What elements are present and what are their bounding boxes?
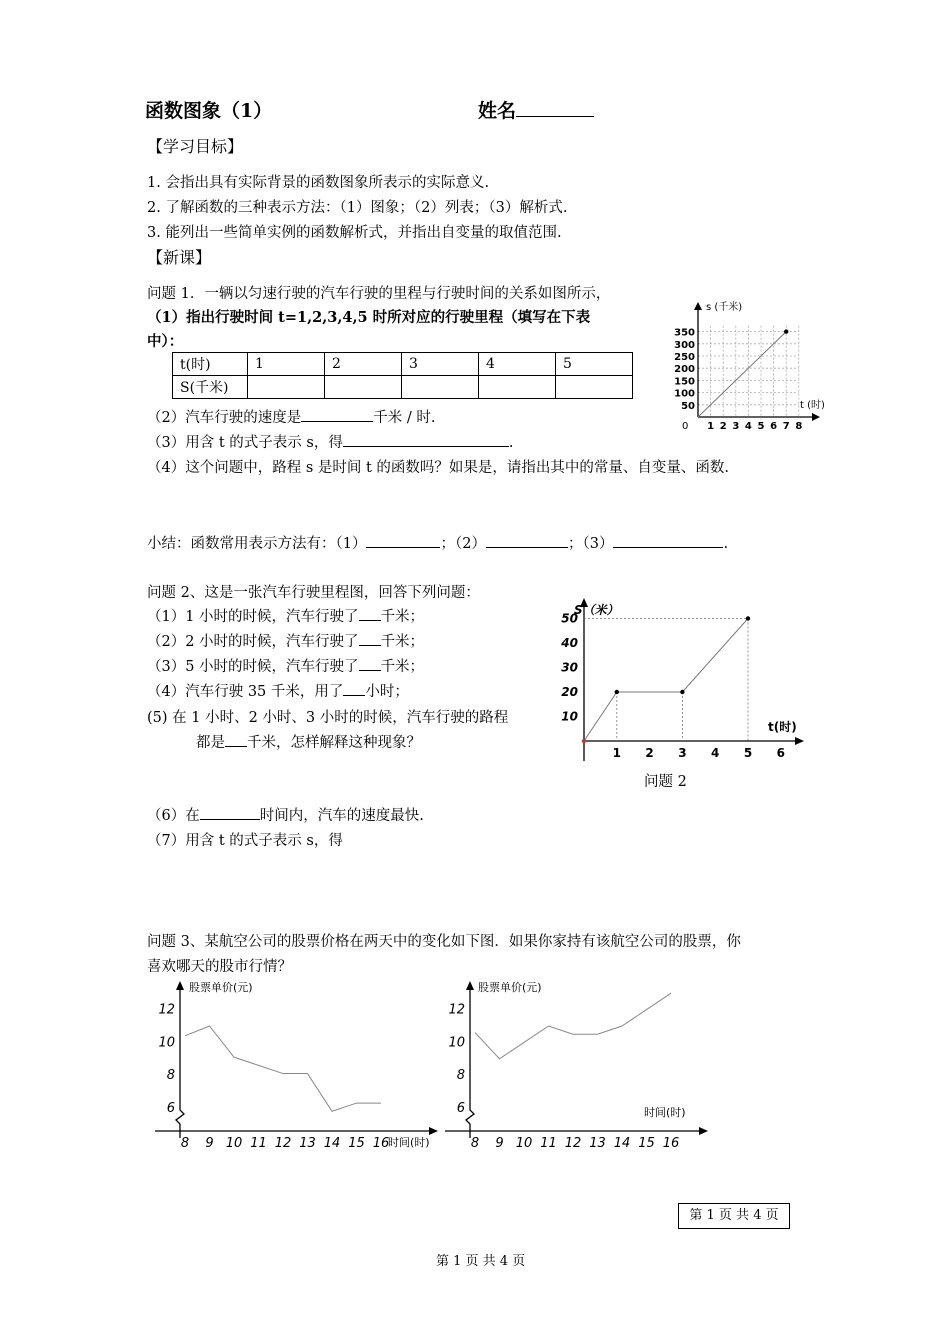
chart4-x-tick-label: 14 xyxy=(613,1136,631,1151)
chart2-series xyxy=(582,616,750,743)
table-col-4: 4 xyxy=(479,353,556,376)
q2-item-2 xyxy=(147,630,424,651)
chart4-x-ticks xyxy=(471,1136,679,1151)
summary-blank-1[interactable] xyxy=(366,533,440,548)
q2-item-1 xyxy=(147,605,424,626)
chart1-y-tick-label: 350 xyxy=(674,327,695,339)
chart-mileage xyxy=(550,593,810,763)
chart1-x-tick-label: 6 xyxy=(770,421,778,432)
chart2-y-tick-label: 30 xyxy=(561,660,578,675)
name-label-text: 姓名 xyxy=(478,100,517,122)
table-cell-blank[interactable] xyxy=(479,376,556,399)
table-cell-blank[interactable] xyxy=(556,376,633,399)
q1-part1-line2: 中）： xyxy=(147,333,184,350)
q1-part3-end: . xyxy=(508,435,514,451)
q2-item-6-text: （6）在 xyxy=(147,808,200,824)
chart1-x-tick-label: 5 xyxy=(757,421,765,432)
chart2-series-line xyxy=(584,619,748,742)
q3-line1: 问题 3、某航空公司的股票价格在两天中的变化如下图．如果你家持有该航空公司的股票，你 xyxy=(147,934,741,950)
q2-item-4-unit: 小时； xyxy=(365,684,409,700)
chart4-y-label: 股票单价(元) xyxy=(478,981,542,994)
summary-sep-2: ；（2） xyxy=(440,536,486,552)
chart3-y-tick-label: 10 xyxy=(158,1035,175,1051)
chart3-series xyxy=(185,1026,381,1111)
chart4-x-tick-label: 12 xyxy=(564,1136,582,1151)
summary-blank-3[interactable] xyxy=(613,533,723,548)
chart2-data-point xyxy=(680,690,684,694)
chart3-x-tick-label: 15 xyxy=(348,1136,365,1151)
q1-part3 xyxy=(147,431,513,452)
chart3-y-arrow-icon xyxy=(176,981,184,990)
chart1-y-tick-label: 100 xyxy=(674,388,695,400)
chart2-x-ticks xyxy=(613,746,785,760)
chart4-x-tick-label: 8 xyxy=(470,1136,480,1151)
new-lesson-heading: 【新课】 xyxy=(147,248,212,267)
chart1-x-tick-label: 4 xyxy=(744,421,752,432)
chart2-y-tick-label: 40 xyxy=(561,636,578,650)
chart3-x-tick-label: 8 xyxy=(180,1136,190,1151)
q2-blank-4[interactable] xyxy=(343,681,365,696)
chart1-x-tick-label: 7 xyxy=(782,421,790,432)
chart1-x-tick-label: 1 xyxy=(707,421,715,432)
q2-item-5-line1: (5) 在 1 小时、2 小时、3 小时的时候，汽车行驶的路程 xyxy=(147,710,509,726)
chart1-x-tick-label: 2 xyxy=(719,421,727,432)
q2-blank-3[interactable] xyxy=(359,656,381,671)
chart2-y-ticks xyxy=(560,612,578,724)
q2-item-6 xyxy=(147,804,424,825)
chart4-x-tick-label: 10 xyxy=(515,1136,533,1151)
chart3-x-ticks xyxy=(181,1136,389,1151)
chart2-x-label: t(时) xyxy=(768,720,797,734)
chart2-caption: 问题 2 xyxy=(644,774,687,790)
chart2-data-point xyxy=(746,616,750,620)
chart1-origin: 0 xyxy=(682,421,689,432)
name-blank[interactable] xyxy=(516,98,594,117)
chart-stock-day1 xyxy=(150,978,450,1156)
q2-item-2-unit: 千米； xyxy=(380,634,425,650)
chart3-x-tick-label: 13 xyxy=(299,1136,316,1151)
chart1-y-tick-label: 250 xyxy=(674,352,695,363)
chart3-y-ticks xyxy=(158,1003,175,1116)
table-cell-blank[interactable] xyxy=(248,376,325,399)
chart1-y-tick-label: 50 xyxy=(681,400,695,412)
q2-item-5-rest: 千米，怎样解释这种现象？ xyxy=(247,735,421,751)
chart3-y-label: 股票单价(元) xyxy=(189,981,253,994)
q1-part2-unit: 千米 / 时. xyxy=(373,410,436,426)
chart4-y-ticks xyxy=(448,1003,465,1116)
chart4-x-arrow-icon xyxy=(699,1127,708,1135)
chart-stock-day2 xyxy=(440,978,720,1156)
chart4-y-tick-label: 6 xyxy=(456,1101,465,1116)
chart2-x-tick-label: 2 xyxy=(645,746,654,760)
chart4-x-tick-label: 16 xyxy=(662,1136,680,1151)
chart1-grid xyxy=(698,326,799,417)
chart2-y-tick-label: 50 xyxy=(561,611,578,626)
table-col-1: 1 xyxy=(248,353,325,376)
q2-item-3-unit: 千米； xyxy=(380,659,425,675)
q1-part3-text: （3）用含 t 的式子表示 s，得 xyxy=(147,435,343,451)
chart3-x-tick-label: 9 xyxy=(205,1136,214,1151)
chart3-y-tick-label: 8 xyxy=(166,1068,175,1084)
goal-item-2: 2. 了解函数的三种表示方法：（1）图象；（2）列表；（3）解析式. xyxy=(147,200,568,216)
chart1-y-arrow-icon xyxy=(694,302,702,310)
chart3-x-tick-label: 14 xyxy=(323,1136,341,1151)
chart2-y-tick-label: 10 xyxy=(561,709,578,724)
chart1-data-point xyxy=(784,329,788,333)
summary-end: . xyxy=(723,536,729,552)
page-number-footer: 第 1 页 共 4 页 xyxy=(436,1254,526,1269)
table-row xyxy=(173,353,633,376)
q1-part2-text: （2）汽车行驶的速度是 xyxy=(147,410,302,426)
chart3-x-label: 时间(时) xyxy=(388,1136,430,1149)
chart4-x-tick-label: 11 xyxy=(540,1136,557,1151)
table-col-3: 3 xyxy=(402,353,479,376)
name-label xyxy=(478,96,594,123)
q1-part2 xyxy=(147,406,435,427)
chart2-x-tick-label: 5 xyxy=(743,746,753,760)
chart1-y-tick-label: 300 xyxy=(674,339,695,351)
chart4-x-tick-label: 9 xyxy=(495,1136,504,1151)
summary-sep-3: ；（3） xyxy=(567,536,614,552)
q2-item-3 xyxy=(147,655,424,676)
table-header-s: S(千米) xyxy=(173,376,248,399)
chart3-x-arrow-icon xyxy=(429,1127,438,1135)
q2-blank-5[interactable] xyxy=(225,732,247,747)
chart1-series xyxy=(698,329,788,417)
chart1-x-tick-label: 3 xyxy=(732,421,740,432)
table-col-2: 2 xyxy=(325,353,402,376)
chart2-y-tick-label: 20 xyxy=(561,685,578,699)
chart3-y-tick-label: 12 xyxy=(158,1002,175,1018)
q2-item-5-line2 xyxy=(196,731,421,752)
chart4-y-axis xyxy=(466,988,474,1138)
q2-blank-6[interactable] xyxy=(200,805,260,820)
summary-blank-2[interactable] xyxy=(486,533,568,548)
chart2-x-arrow-icon xyxy=(795,737,804,745)
chart1-x-label: t (时) xyxy=(800,400,825,411)
chart3-y-axis xyxy=(176,988,184,1138)
chart2-x-tick-label: 3 xyxy=(678,746,687,760)
chart3-x-tick-label: 10 xyxy=(225,1136,243,1151)
q3-line2: 喜欢哪天的股市行情？ xyxy=(147,959,292,975)
chart2-x-tick-label: 6 xyxy=(776,746,785,760)
chart4-x-tick-label: 15 xyxy=(638,1136,655,1151)
summary-line xyxy=(147,532,728,553)
q1-intro: 问题 1．一辆以匀速行驶的汽车行驶的里程与行驶时间的关系如图所示， xyxy=(147,286,611,302)
q2-item-4 xyxy=(147,680,409,701)
goal-item-1: 1. 会指出具有实际背景的函数图象所表示的实际意义. xyxy=(147,175,490,191)
goal-item-3: 3. 能列出一些简单实例的函数解析式，并指出自变量的取值范围. xyxy=(147,225,562,241)
q1-part4: （4）这个问题中，路程 s 是时间 t 的函数吗？如果是，请指出其中的常量、自变量、函数. xyxy=(147,460,730,476)
formula-blank[interactable] xyxy=(343,432,509,447)
worksheet-title: 函数图象（1） xyxy=(145,100,273,122)
chart4-series-line xyxy=(475,993,671,1059)
q2-item-5-text: 都是 xyxy=(196,735,225,751)
chart3-x-tick-label: 16 xyxy=(372,1136,390,1151)
chart4-y-arrow-icon xyxy=(466,981,474,990)
q2-item-3-text: （3）5 小时的时候，汽车行驶了 xyxy=(147,659,359,675)
speed-blank[interactable] xyxy=(301,407,373,422)
table-cell-blank[interactable] xyxy=(325,376,402,399)
q2-intro: 问题 2、这是一张汽车行驶里程图，回答下列问题： xyxy=(147,585,480,601)
chart1-y-ticks xyxy=(674,328,695,412)
chart2-x-tick-label: 1 xyxy=(612,746,621,760)
goals-heading: 【学习目标】 xyxy=(147,137,244,156)
chart3-x-tick-label: 12 xyxy=(274,1136,292,1151)
table-header-t: t(时) xyxy=(173,353,248,376)
chart2-y-label: S（米） xyxy=(574,603,619,617)
chart2-data-point xyxy=(582,739,586,743)
chart4-y-tick-label: 8 xyxy=(456,1068,465,1084)
summary-label: 小结：函数常用表示方法有：（1） xyxy=(147,536,367,552)
chart4-x-label: 时间(时) xyxy=(644,1106,686,1119)
chart4-series xyxy=(475,993,671,1059)
q2-blank-1[interactable] xyxy=(359,606,381,621)
q2-item-1-unit: 千米； xyxy=(380,609,425,625)
page-number-box: 第 1 页 共 4 页 xyxy=(678,1203,790,1229)
q2-item-2-text: （2）2 小时的时候，汽车行驶了 xyxy=(147,634,359,650)
table-row xyxy=(173,376,633,399)
q2-blank-2[interactable] xyxy=(359,631,381,646)
chart1-series-line xyxy=(698,332,786,417)
chart3-y-tick-label: 6 xyxy=(166,1101,175,1116)
chart2-x-tick-label: 4 xyxy=(711,746,720,760)
q2-item-1-text: （1）1 小时的时候，汽车行驶了 xyxy=(147,609,359,625)
chart3-x-tick-label: 11 xyxy=(250,1136,267,1151)
table-cell-blank[interactable] xyxy=(402,376,479,399)
chart1-y-label: s (千米) xyxy=(706,302,743,313)
q1-part1-line1: （1）指出行驶时间 t=1,2,3,4,5 时所对应的行驶里程（填写在下表 xyxy=(147,309,591,326)
chart1-x-ticks xyxy=(707,421,802,432)
chart4-y-tick-label: 10 xyxy=(448,1035,465,1051)
chart1-x-tick-label: 8 xyxy=(795,421,803,432)
table-col-5: 5 xyxy=(556,353,633,376)
chart1-x-arrow-icon xyxy=(812,413,820,421)
q2-item-4-text: （4）汽车行驶 35 千米，用了 xyxy=(147,684,344,700)
chart3-series-line xyxy=(185,1026,381,1111)
chart4-x-tick-label: 13 xyxy=(589,1136,606,1151)
chart1-y-tick-label: 150 xyxy=(674,376,695,388)
chart-distance-time xyxy=(668,295,833,435)
chart4-y-tick-label: 12 xyxy=(448,1002,465,1018)
chart2-guides xyxy=(584,619,748,742)
chart2-data-point xyxy=(615,690,619,694)
q2-item-7: （7）用含 t 的式子表示 s，得 xyxy=(147,833,343,849)
chart1-y-tick-label: 200 xyxy=(674,364,695,376)
q2-item-6-rest: 时间内，汽车的速度最快. xyxy=(259,808,424,824)
q1-table xyxy=(172,352,633,399)
